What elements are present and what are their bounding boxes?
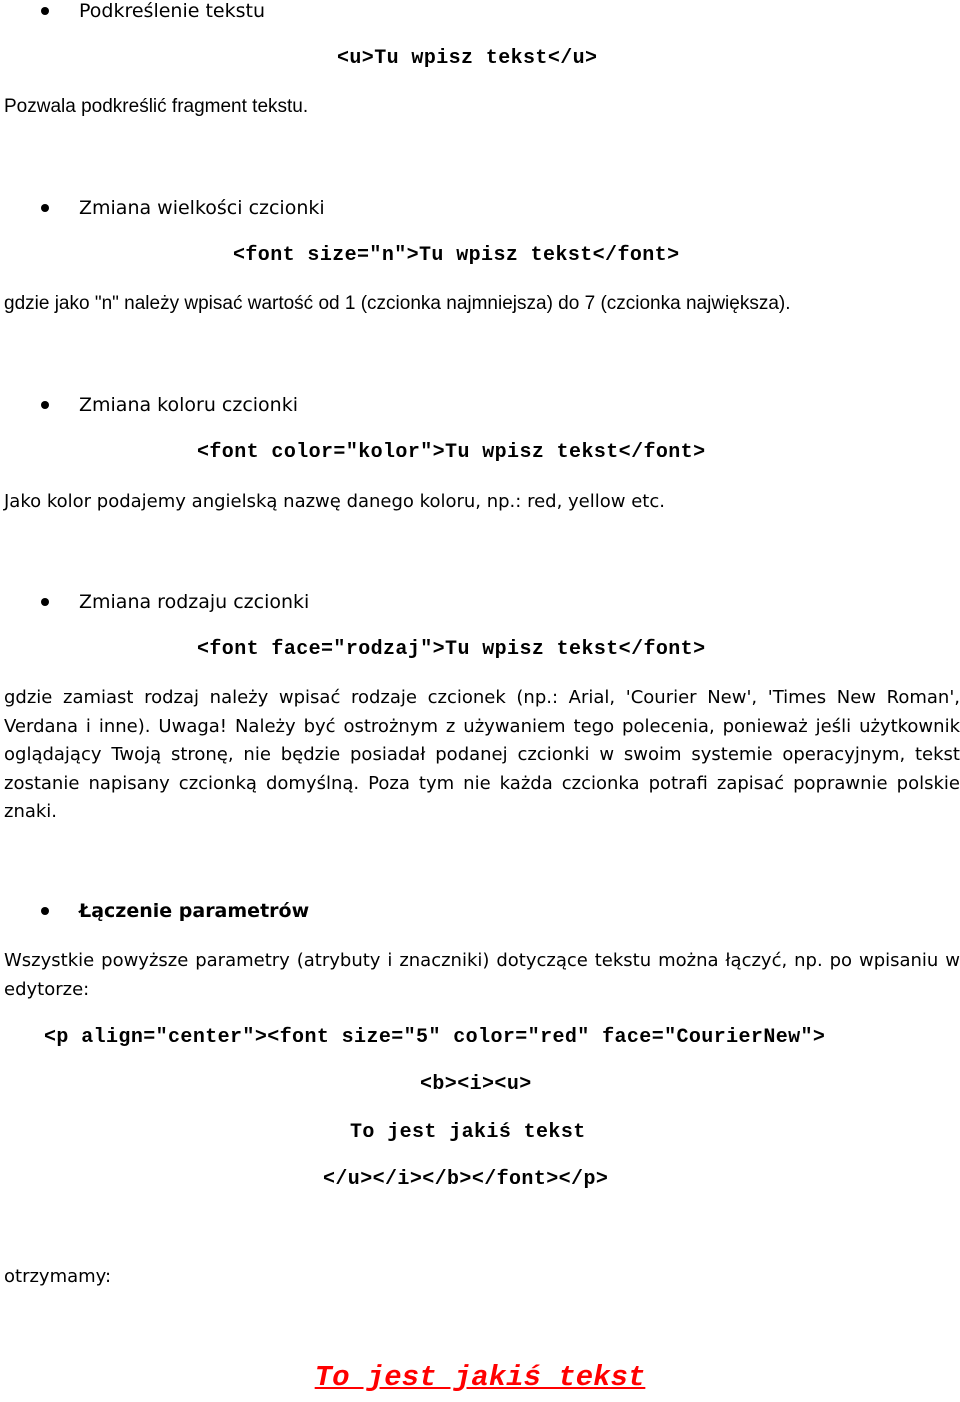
code-line: <p align="center"><font size="5" color="red" face="CourierNew"> xyxy=(44,1026,826,1049)
section-description: gdzie zamiast rodzaj należy wpisać rodzaje czcionek (np.: Arial, 'Courier New', 'Times New Roman', Verdana i inne). Uwaga! Należy być ostrożnym z używaniem tego polecenia, ponieważ jeśli użytkownik oglądający Twoją stronę, nie będzie posiadał podanej czcionki w swoim systemie operacyjnym, tekst zostanie napisany czcionką domyślną. Poza tym nie każda czcionka potrafi zapisać poprawnie polskie znaki. xyxy=(4,687,960,822)
code-line: </u></i></b></font></p> xyxy=(323,1168,609,1191)
bullet-icon xyxy=(41,907,49,915)
section-description: gdzie jako "n" należy wpisać wartość od 1 (czcionka najmniejsza) do 7 (czcionka największa). xyxy=(4,293,791,314)
code-example: <u>Tu wpisz tekst</u> xyxy=(337,47,598,70)
section-description: Wszystkie powyższe parametry (atrybuty i znaczniki) dotyczące tekstu można łączyć, np. po wpisaniu w edytorze: xyxy=(4,950,960,1000)
section-heading: Zmiana koloru czcionki xyxy=(79,394,299,416)
code-example: <font color="kolor">Tu wpisz tekst</font> xyxy=(197,441,706,464)
section-heading: Zmiana rodzaju czcionki xyxy=(79,591,310,613)
section-description: Pozwala podkreślić fragment tekstu. xyxy=(4,96,309,117)
result-preview-text: To jest jakiś tekst xyxy=(314,1361,646,1394)
bullet-icon xyxy=(41,401,49,409)
code-example: <font size="n">Tu wpisz tekst</font> xyxy=(233,244,680,267)
code-line: To jest jakiś tekst xyxy=(350,1121,586,1144)
bullet-icon xyxy=(41,598,49,606)
code-line: <b><i><u> xyxy=(420,1073,532,1096)
result-label: otrzymamy: xyxy=(4,1266,112,1287)
code-example: <font face="rodzaj">Tu wpisz tekst</font> xyxy=(197,638,706,661)
bullet-icon xyxy=(41,7,49,15)
section-heading: Podkreślenie tekstu xyxy=(79,0,266,22)
section-heading: Zmiana wielkości czcionki xyxy=(79,197,325,219)
section-heading: Łączenie parametrów xyxy=(79,900,310,922)
section-description: Jako kolor podajemy angielską nazwę danego koloru, np.: red, yellow etc. xyxy=(4,491,665,512)
bullet-icon xyxy=(41,204,49,212)
